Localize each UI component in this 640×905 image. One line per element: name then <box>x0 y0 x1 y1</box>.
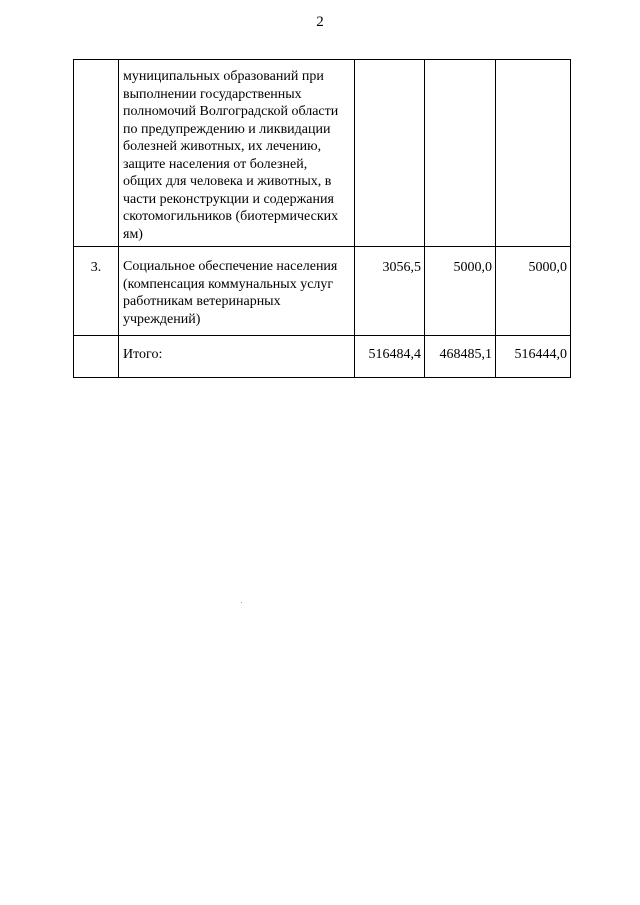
value-2021-cell <box>355 60 425 247</box>
budget-table <box>73 59 571 378</box>
row-name-cell: Социальное обеспечение населения (компенсация коммунальных услуг работникам ветеринарных учреждений) <box>119 247 355 336</box>
value-2022-cell: 5000,0 <box>425 247 496 336</box>
value-2023-cell <box>496 60 571 247</box>
value-2022-cell <box>425 60 496 247</box>
total-value-2021-cell: 516484,4 <box>355 336 425 378</box>
scan-speck <box>241 602 242 603</box>
row-number-cell <box>74 336 119 378</box>
row-number-cell: 3. <box>74 247 119 336</box>
row-number-cell <box>74 60 119 247</box>
total-value-2023-cell: 516444,0 <box>496 336 571 378</box>
total-label-cell: Итого: <box>119 336 355 378</box>
value-2021-cell: 3056,5 <box>355 247 425 336</box>
table-total-row <box>74 336 571 378</box>
table-row <box>74 60 571 247</box>
table-row <box>74 247 571 336</box>
page-number: 2 <box>316 14 324 30</box>
total-value-2022-cell: 468485,1 <box>425 336 496 378</box>
row-name-cell: муниципальных образований при выполнении государственных полномочий Волгоградской области по предупреждению и ликвидации болезней животных, их лечению, защите населения от болезней, общих для человека и животных, в части реконструкции и содержания скотомогильников (биотермических ям) <box>119 60 355 247</box>
value-2023-cell: 5000,0 <box>496 247 571 336</box>
